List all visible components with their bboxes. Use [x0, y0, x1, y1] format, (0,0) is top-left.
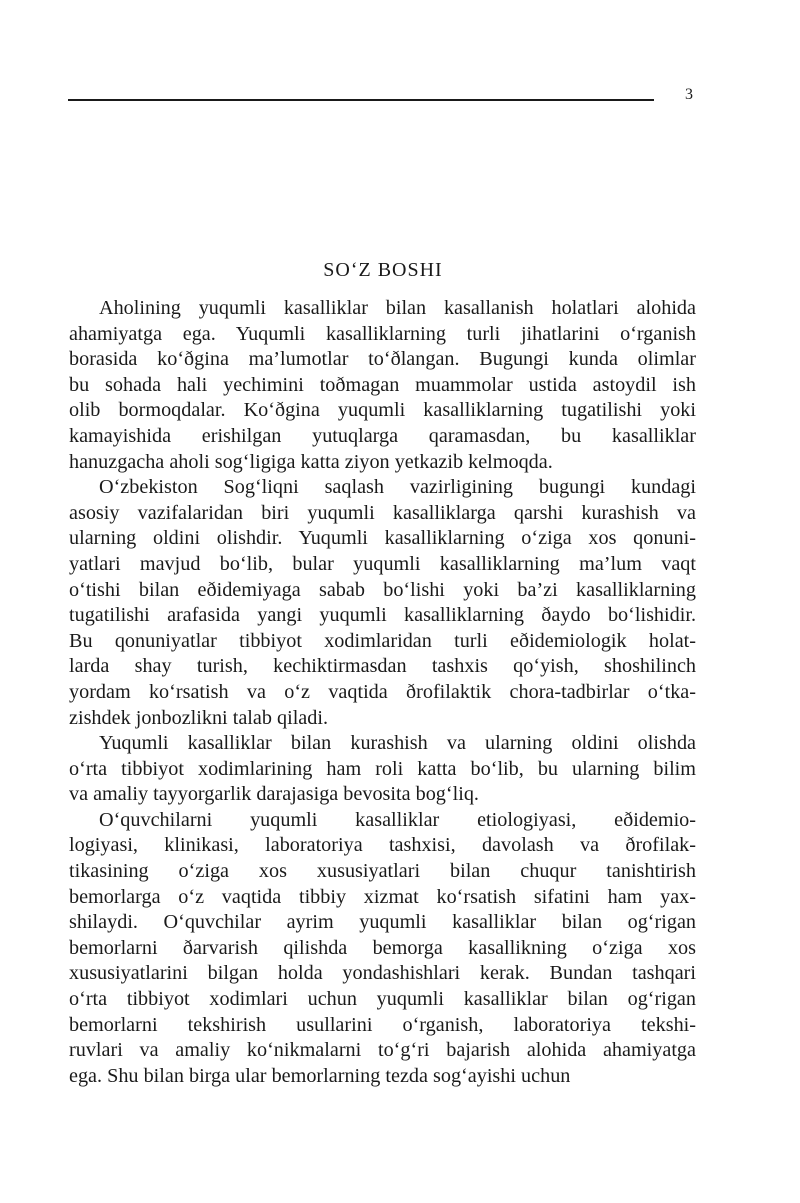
text-line: zishdek jonbozlikni talab qiladi. [69, 706, 329, 729]
text-line: olib bormoqdalar. Ko‘ðgina yuqumli kasalliklarning tugatilishi yoki [69, 399, 696, 422]
text-line: o‘tishi bilan eðidemiyaga sabab bo‘lishi yoki ba’zi kasalliklarning [69, 578, 696, 601]
text-line: borasida ko‘ðgina ma’lumotlar to‘ðlangan. Bugungi kunda olimlar [69, 348, 696, 371]
text-line: bemorlarga o‘z vaqtida tibbiy xizmat ko‘rsatish sifatini ham yax- [69, 885, 696, 908]
text-line: asosiy vazifalaridan biri yuqumli kasalliklarga qarshi kurashish va [69, 501, 696, 524]
text-line: ularning oldini olishdir. Yuqumli kasalliklarning o‘ziga xos qonuni- [69, 527, 696, 550]
text-line: logiyasi, klinikasi, laboratoriya tashxisi, davolash va ðrofilak- [69, 834, 696, 857]
text-line: ega. Shu bilan birga ular bemorlarning tezda sog‘ayishi uchun [69, 1064, 571, 1087]
text-line: va amaliy tayyorgarlik darajasiga bevosita bog‘liq. [69, 783, 479, 806]
header-rule [68, 99, 654, 101]
text-line: tugatilishi arafasida yangi yuqumli kasalliklarning ðaydo bo‘lishidir. [69, 604, 696, 627]
text-line: ahamiyatga ega. Yuqumli kasalliklarning turli jihatlarini o‘rganish [69, 322, 696, 345]
text-line: tikasining o‘ziga xos xususiyatlari bilan chuqur tanishtirish [69, 860, 696, 883]
text-line: kamayishida erishilgan yutuqlarga qaramasdan, bu kasalliklar [69, 424, 696, 447]
text-line: bu sohada hali yechimini toðmagan muammolar ustida astoydil ish [69, 373, 696, 396]
text-line: bemorlarni tekshirish usullarini o‘rganish, laboratoriya tekshi- [69, 1013, 696, 1036]
section-title: SO‘Z BOSHI [323, 259, 443, 281]
text-line: o‘rta tibbiyot xodimlari uchun yuqumli kasalliklar bilan og‘rigan [69, 988, 696, 1011]
text-line: Aholining yuqumli kasalliklar bilan kasallanish holatlari alohida [99, 297, 696, 319]
text-line: shilaydi. O‘quvchilar ayrim yuqumli kasalliklar bilan og‘rigan [69, 911, 696, 934]
text-line: o‘rta tibbiyot xodimlarining ham roli katta bo‘lib, bu ularning bilim [69, 757, 696, 780]
text-line: larda shay turish, kechiktirmasdan tashxis qo‘yish, shoshilinch [69, 655, 696, 678]
text-line: yatlari mavjud bo‘lib, bular yuqumli kasalliklarning ma’lum vaqt [69, 552, 696, 575]
text-line: bemorlarni ðarvarish qilishda bemorga kasallikning o‘ziga xos [69, 936, 696, 959]
text-line: hanuzgacha aholi sog‘ligiga katta ziyon yetkazib kelmoqda. [69, 450, 553, 473]
text-line: xususiyatlarini bilgan holda yondashishlari kerak. Bundan tashqari [69, 962, 696, 985]
body-text [69, 296, 696, 1089]
text-line: O‘quvchilarni yuqumli kasalliklar etiologiyasi, eðidemio- [99, 808, 696, 831]
text-line: Yuqumli kasalliklar bilan kurashish va ularning oldini olishda [99, 732, 696, 755]
text-line: yordam ko‘rsatish va o‘z vaqtida ðrofilaktik chora-tadbirlar o‘tka- [69, 680, 696, 703]
text-line: O‘zbekiston Sog‘liqni saqlash vazirligining bugungi kundagi [99, 476, 696, 499]
page-number: 3 [685, 86, 693, 103]
text-line: ruvlari va amaliy ko‘nikmalarni to‘g‘ri bajarish alohida ahamiyatga [69, 1039, 696, 1062]
text-line: Bu qonuniyatlar tibbiyot xodimlaridan turli eðidemiologik holat- [69, 629, 696, 652]
